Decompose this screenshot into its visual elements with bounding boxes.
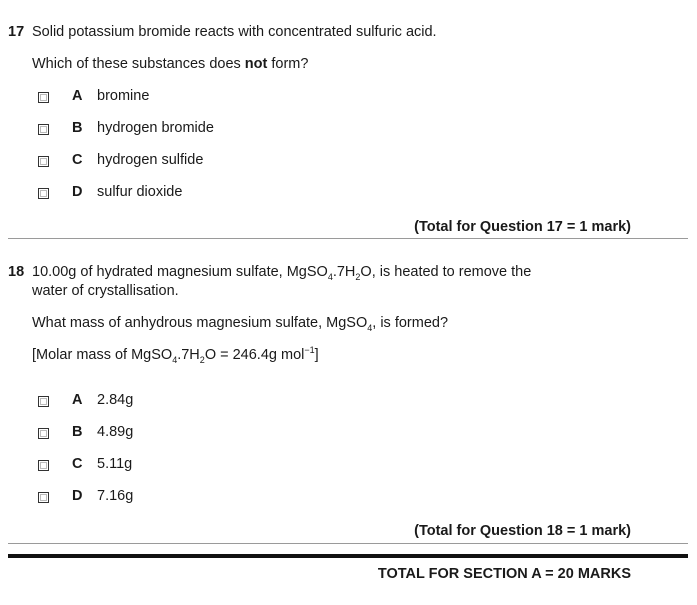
- answer-checkbox[interactable]: [38, 396, 49, 407]
- option-letter: B: [72, 120, 83, 136]
- question-total: (Total for Question 18 = 1 mark): [414, 523, 631, 539]
- molar-mass-note: [32, 347, 319, 363]
- note-text: ]: [314, 347, 319, 363]
- option-letter: B: [72, 424, 83, 440]
- option-text: hydrogen sulfide: [97, 152, 204, 168]
- option-text: sulfur dioxide: [97, 184, 183, 200]
- question-stem-line-1: [32, 264, 531, 280]
- option-letter: A: [72, 88, 83, 104]
- subscript: 4: [172, 354, 178, 365]
- stem-text: 10.00g of hydrated magnesium sulfate, MgSO: [32, 264, 328, 280]
- subscript: 2: [199, 354, 205, 365]
- prompt-text: , is formed?: [372, 315, 449, 331]
- question-divider: [8, 238, 688, 239]
- answer-checkbox[interactable]: [38, 92, 49, 103]
- question-number: 18: [8, 264, 25, 280]
- note-text: [Molar mass of MgSO: [32, 347, 173, 363]
- subscript: 2: [355, 271, 361, 282]
- option-letter: A: [72, 392, 83, 408]
- answer-checkbox[interactable]: [38, 428, 49, 439]
- section-divider: [8, 554, 688, 558]
- answer-checkbox[interactable]: [38, 188, 49, 199]
- question-18: [0, 240, 697, 550]
- option-text: 5.11g: [97, 456, 133, 472]
- superscript: −1: [304, 345, 315, 356]
- question-prompt: [32, 56, 308, 72]
- answer-checkbox[interactable]: [38, 460, 49, 471]
- option-text: hydrogen bromide: [97, 120, 214, 136]
- option-text: 2.84g: [97, 392, 134, 408]
- prompt-emphasis: not: [244, 56, 268, 72]
- option-text: bromine: [97, 88, 150, 104]
- note-text: O = 246.4g mol: [204, 347, 305, 363]
- question-prompt: [32, 315, 448, 331]
- subscript: 4: [367, 322, 373, 333]
- question-stem-line-2: water of crystallisation.: [32, 283, 179, 299]
- option-letter: D: [72, 184, 83, 200]
- prompt-text: Which of these substances does: [32, 56, 245, 72]
- prompt-text: form?: [267, 56, 309, 72]
- question-total: (Total for Question 17 = 1 mark): [414, 219, 631, 235]
- option-letter: C: [72, 152, 83, 168]
- answer-checkbox[interactable]: [38, 124, 49, 135]
- subscript: 4: [327, 271, 333, 282]
- option-letter: D: [72, 488, 83, 504]
- stem-text: .7H: [332, 264, 356, 280]
- stem-text: O, is heated to remove the: [360, 264, 532, 280]
- answer-checkbox[interactable]: [38, 492, 49, 503]
- option-letter: C: [72, 456, 83, 472]
- question-stem: Solid potassium bromide reacts with concentrated sulfuric acid.: [32, 24, 437, 40]
- answer-checkbox[interactable]: [38, 156, 49, 167]
- section-total: TOTAL FOR SECTION A = 20 MARKS: [377, 566, 631, 582]
- question-divider: [8, 543, 688, 544]
- note-text: .7H: [177, 347, 200, 363]
- option-text: 7.16g: [97, 488, 134, 504]
- question-number: 17: [8, 24, 25, 40]
- question-17: [0, 0, 697, 240]
- prompt-text: What mass of anhydrous magnesium sulfate, MgSO: [32, 315, 368, 331]
- option-text: 4.89g: [97, 424, 134, 440]
